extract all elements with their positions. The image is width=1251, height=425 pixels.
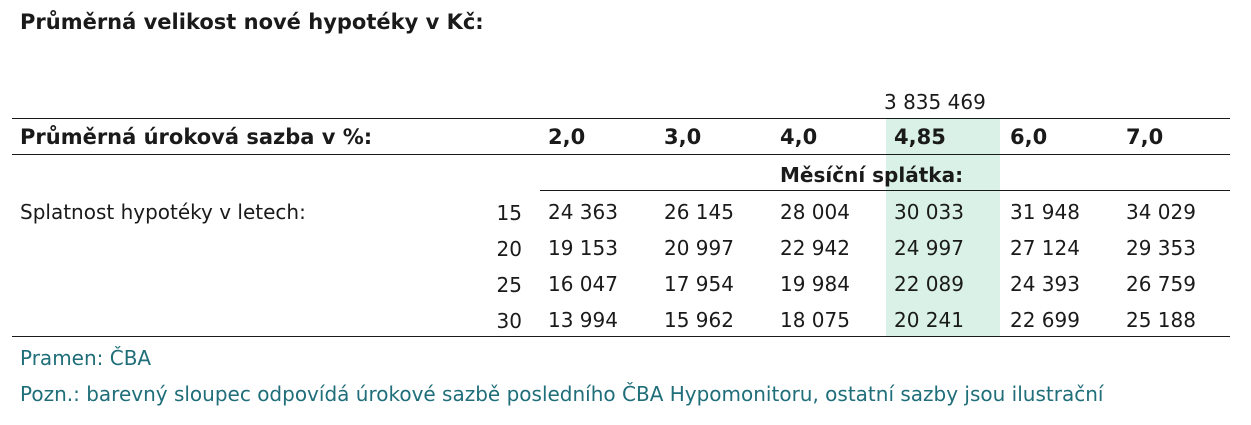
table-cell: 22 942 — [780, 236, 850, 260]
rate-2-0: 2,0 — [548, 125, 586, 149]
table-cell: 26 145 — [664, 200, 734, 224]
table-cell: 24 393 — [1010, 272, 1080, 296]
rate-6-0: 6,0 — [1010, 125, 1048, 149]
monthly-payment-header: Měsíční splátka: — [780, 163, 964, 187]
years-30: 30 — [496, 309, 522, 333]
table-cell: 17 954 — [664, 272, 734, 296]
sub-header-rule — [540, 190, 1230, 191]
footnote: Pozn.: barevný sloupec odpovídá úrokové sazbě posledního ČBA Hypomonitoru, ostatní sazby jsou ilustrační — [20, 382, 1104, 406]
table-cell: 16 047 — [548, 272, 618, 296]
table-cell: 34 029 — [1126, 200, 1196, 224]
bottom-rule — [12, 336, 1230, 337]
table-cell: 31 948 — [1010, 200, 1080, 224]
table-cell: 19 153 — [548, 236, 618, 260]
table-cell: 24 363 — [548, 200, 618, 224]
loan-amount: 3 835 469 — [884, 90, 986, 114]
top-rule — [12, 118, 1230, 119]
table-cell: 13 994 — [548, 308, 618, 332]
table-cell: 19 984 — [780, 272, 850, 296]
header-rule — [12, 154, 1230, 155]
table-cell: 26 759 — [1126, 272, 1196, 296]
rate-label: Průměrná úroková sazba v %: — [20, 125, 373, 149]
table-title: Průměrná velikost nové hypotéky v Kč: — [20, 10, 484, 34]
table-cell: 15 962 — [664, 308, 734, 332]
table-cell: 28 004 — [780, 200, 850, 224]
table-cell: 29 353 — [1126, 236, 1196, 260]
rate-4-0: 4,0 — [780, 125, 818, 149]
table-cell: 22 699 — [1010, 308, 1080, 332]
source-note: Pramen: ČBA — [20, 346, 152, 370]
table-cell-highlighted: 30 033 — [894, 200, 964, 224]
rate-4-85-highlighted: 4,85 — [894, 125, 946, 149]
highlighted-column — [886, 118, 1000, 336]
years-20: 20 — [496, 237, 522, 261]
table-cell: 25 188 — [1126, 308, 1196, 332]
table-cell-highlighted: 24 997 — [894, 236, 964, 260]
table-cell: 27 124 — [1010, 236, 1080, 260]
table-cell: 20 997 — [664, 236, 734, 260]
maturity-label: Splatnost hypotéky v letech: — [20, 200, 306, 224]
years-25: 25 — [496, 273, 522, 297]
rate-7-0: 7,0 — [1126, 125, 1164, 149]
table-cell-highlighted: 20 241 — [894, 308, 964, 332]
table-cell: 18 075 — [780, 308, 850, 332]
years-15: 15 — [496, 201, 522, 225]
table-cell-highlighted: 22 089 — [894, 272, 964, 296]
rate-3-0: 3,0 — [664, 125, 702, 149]
